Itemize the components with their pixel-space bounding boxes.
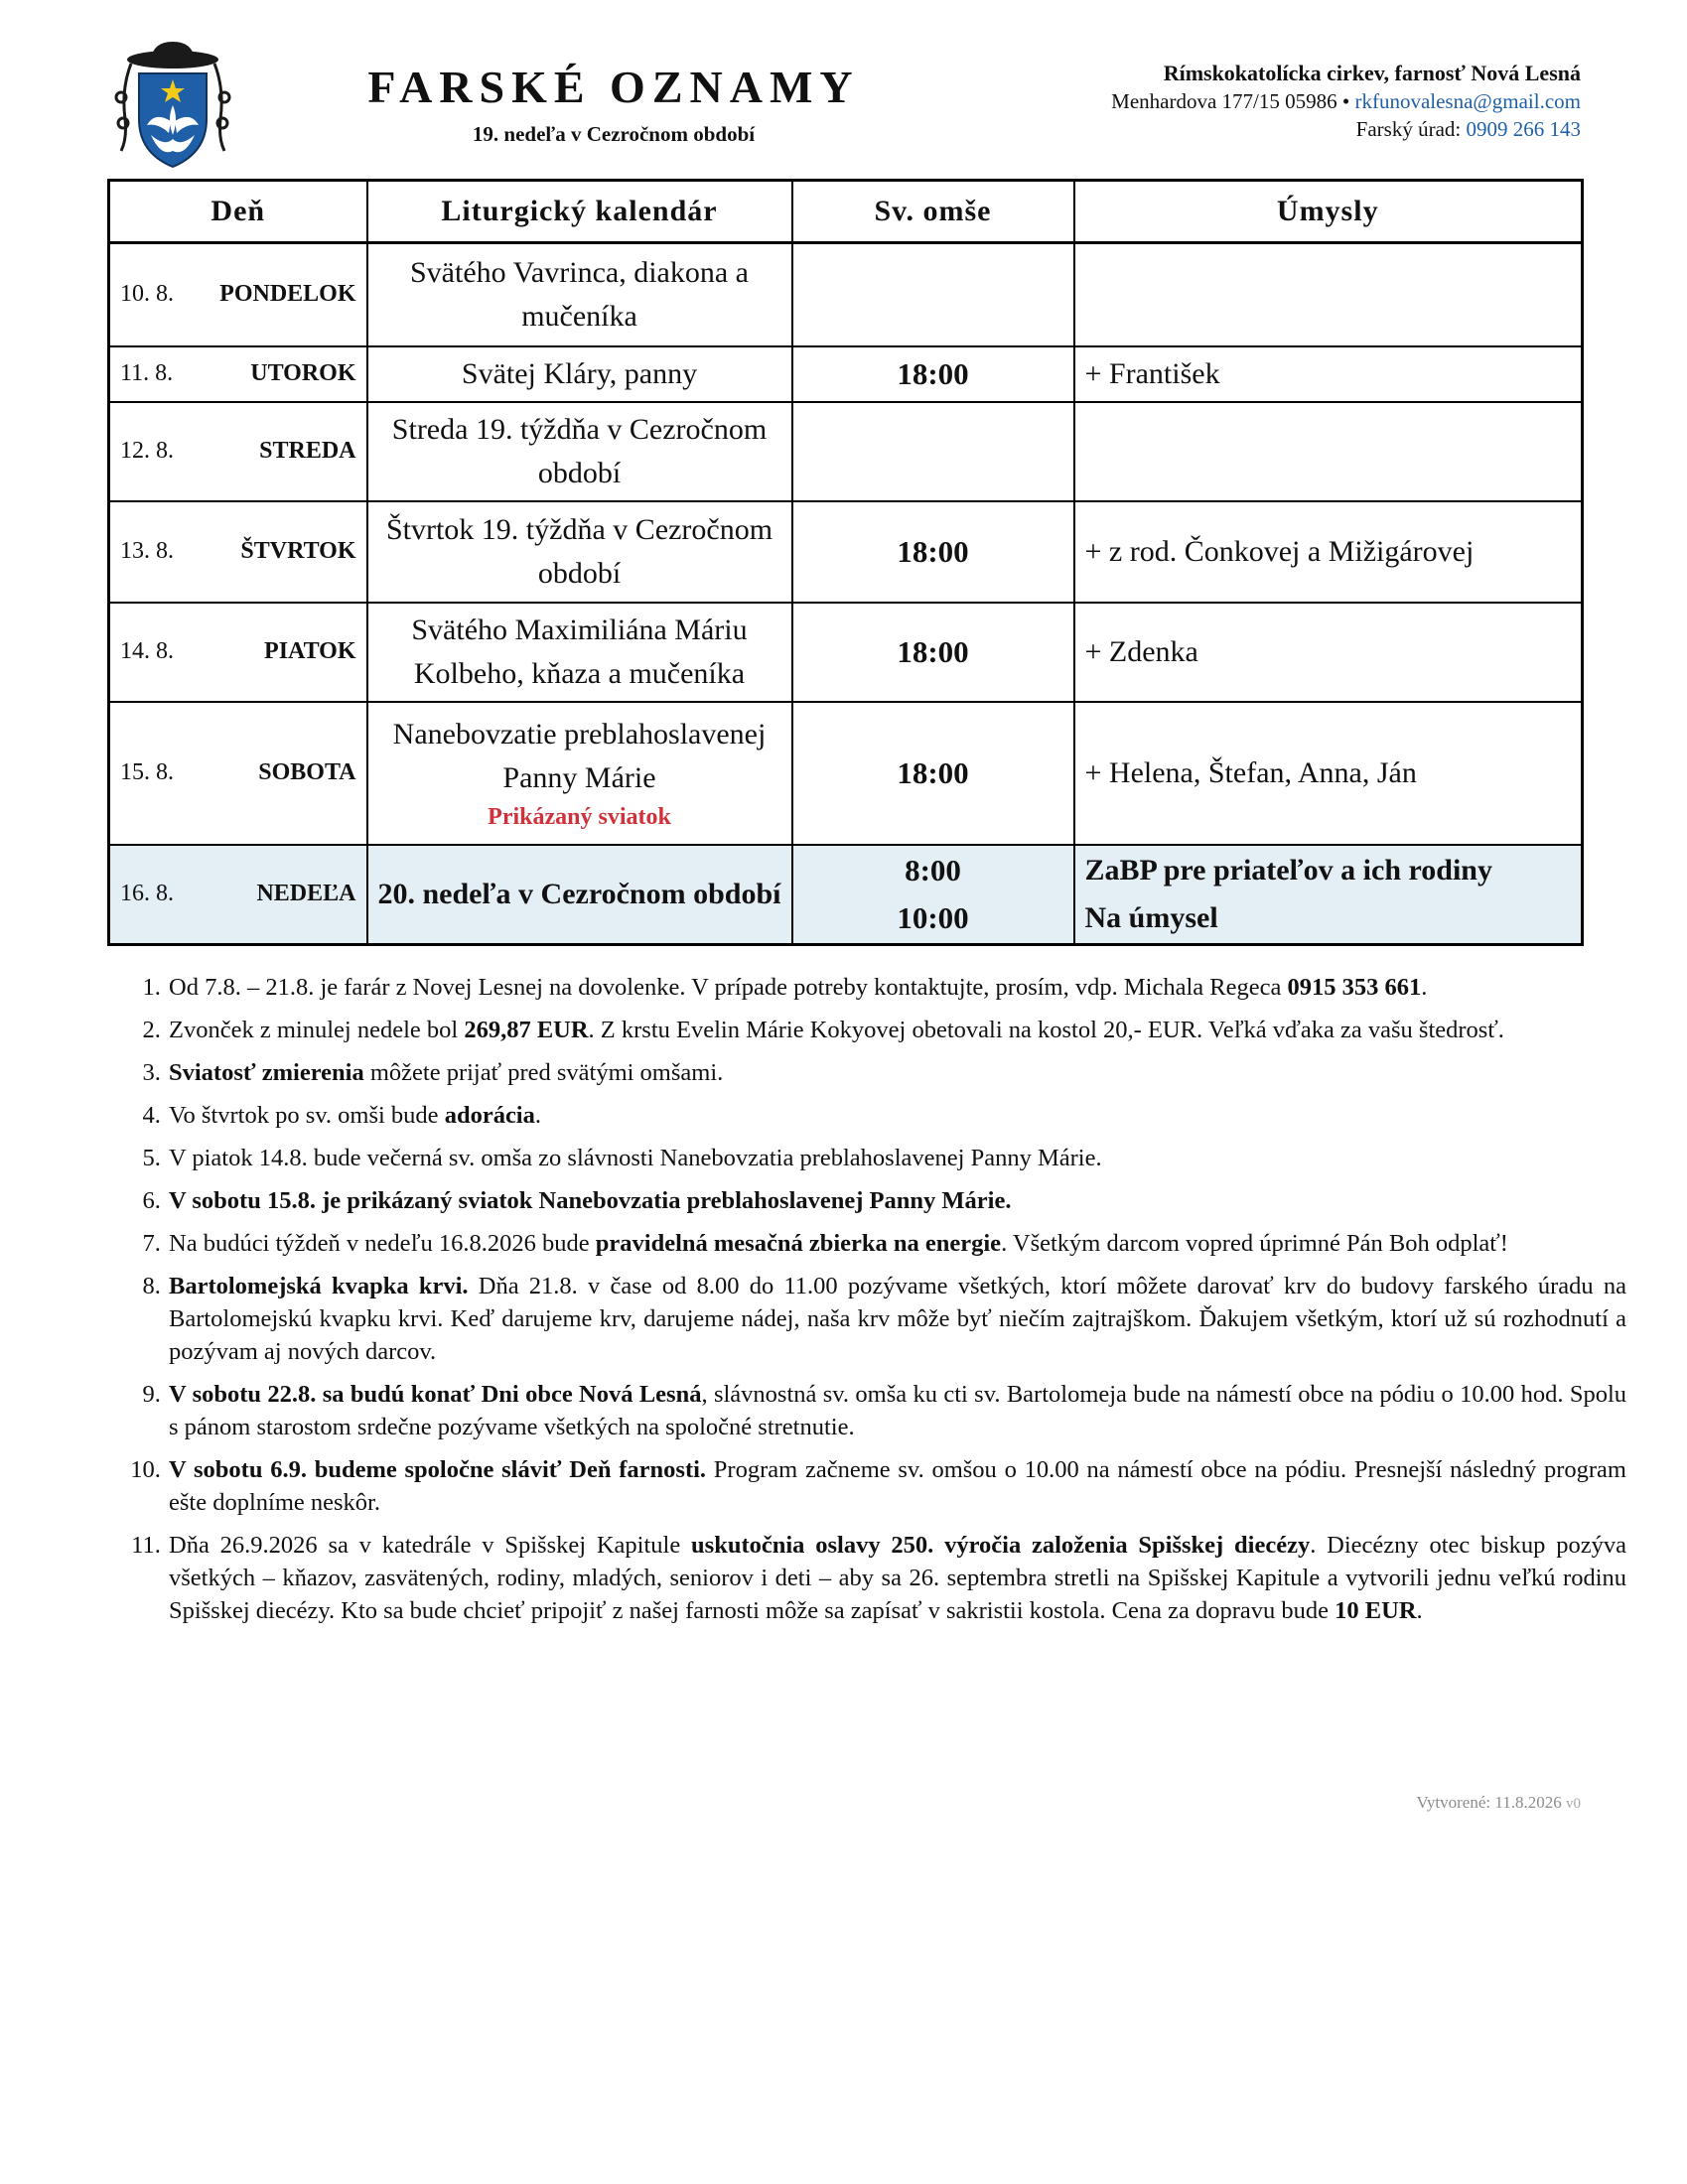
announcement-item xyxy=(167,1378,1626,1443)
announcement-text: Na budúci týždeň v nedeľu 16.8.2026 bude xyxy=(169,1230,596,1257)
header xyxy=(107,40,1581,179)
mass-cell xyxy=(792,243,1074,346)
mass-cell: 18:00 xyxy=(792,501,1074,603)
announcement-text: . Z krstu Evelin Márie Kokyovej obetovali na kostol 20,- EUR. Veľká vďaka za vašu štedrosť. xyxy=(588,1017,1504,1043)
liturgy-cell: Štvrtok 19. týždňa v Cezročnom období xyxy=(367,501,792,603)
mass-cell xyxy=(792,402,1074,501)
announcement-text: Vo štvrtok po sv. omši bude xyxy=(169,1102,445,1129)
announcement-bold-text: V sobotu 6.9. budeme spoločne sláviť Deň farnosti. xyxy=(169,1456,707,1483)
contact-block xyxy=(1111,60,1581,143)
announcement-item xyxy=(167,1453,1626,1519)
date: 14. 8. xyxy=(120,638,174,664)
bulletin-page xyxy=(107,40,1627,1812)
address: Menhardova 177/15 05986 • xyxy=(1111,89,1350,113)
table-row xyxy=(109,402,1583,501)
office-phone-link[interactable]: 0909 266 143 xyxy=(1466,117,1581,141)
announcement-text: Od 7.8. – 21.8. je farár z Novej Lesnej na dovolenke. V prípade potreby kontaktujte, prosím, vdp. Michala Regeca xyxy=(169,974,1288,1001)
announcement-text: . xyxy=(1416,1597,1423,1624)
footer xyxy=(1417,1793,1581,1813)
liturgy-cell: 20. nedeľa v Cezročnom období xyxy=(367,845,792,945)
office-label: Farský úrad: xyxy=(1355,117,1462,141)
organization-name: Rímskokatolícka cirkev, farnosť Nová Lesná xyxy=(1163,61,1581,85)
liturgy-cell xyxy=(367,702,792,845)
intent-cell: + z rod. Čonkovej a Mižigárovej xyxy=(1074,501,1583,603)
address-line xyxy=(1111,87,1581,115)
announcement-item xyxy=(167,1056,1626,1089)
version-label: v0 xyxy=(1566,1796,1581,1812)
announcement-bold-text: V sobotu 22.8. sa budú konať Dni obce Nová Lesná xyxy=(169,1381,702,1408)
intent-cell: + Helena, Štefan, Anna, Ján xyxy=(1074,702,1583,845)
email-link[interactable]: rkfunovalesna@gmail.com xyxy=(1354,89,1581,113)
table-row-sunday xyxy=(109,845,1583,945)
title-block xyxy=(346,62,882,147)
date: 11. 8. xyxy=(120,360,174,386)
day-cell xyxy=(109,702,367,845)
announcement-text: Dňa 21.8. v čase od 8.00 do 11.00 pozývame všetkých, ktorí môžete darovať krv do budovy farského úradu na Bartolomejskú kvapku krvi. Keď darujeme krv, darujeme nádej, naša krv môže byť niečím zajtrajškom. Ďakujem všetkým, ktorí už sú rozhodnutí a pozývam aj nových darcov. xyxy=(169,1273,1627,1365)
intent-text: Na úmysel xyxy=(1084,900,1218,934)
date: 13. 8. xyxy=(120,538,174,564)
liturgy-text: Nanebovzatie preblahoslavenej Panny Márie xyxy=(392,717,767,794)
announcement-text: . Všetkým darcom vopred úprimné Pán Boh odplať! xyxy=(1001,1230,1508,1257)
announcement-text: . xyxy=(534,1102,541,1129)
mass-time: 10:00 xyxy=(897,899,969,935)
announcement-bold-text: adorácia xyxy=(444,1102,535,1129)
holy-day-badge: Prikázaný sviatok xyxy=(488,803,671,830)
announcement-text: V piatok 14.8. bude večerná sv. omša zo slávnosti Nanebovzatia preblahoslavenej Panny Márie. xyxy=(169,1145,1102,1171)
liturgy-cell: Svätého Vavrinca, diakona a mučeníka xyxy=(367,243,792,346)
announcement-item xyxy=(167,971,1626,1004)
day-cell xyxy=(109,402,367,501)
announcement-bold-text: pravidelná mesačná zbierka na energie xyxy=(595,1230,1002,1257)
mass-cell: 18:00 xyxy=(792,702,1074,845)
announcement-item xyxy=(167,1142,1626,1174)
page-subtitle: 19. nedeľa v Cezročnom období xyxy=(472,121,756,146)
table-header-row xyxy=(109,181,1583,243)
day-cell xyxy=(109,346,367,402)
header-mass: Sv. omše xyxy=(792,181,1074,243)
page-title: FARSKÉ OZNAMY xyxy=(367,62,860,112)
announcement-text: môžete prijať pred svätými omšami. xyxy=(363,1059,724,1086)
announcement-item xyxy=(167,1227,1626,1260)
header-liturgy: Liturgický kalendár xyxy=(367,181,792,243)
intent-cell: + Zdenka xyxy=(1074,603,1583,702)
day-cell xyxy=(109,243,367,346)
liturgy-cell: Svätého Maximiliána Máriu Kolbeho, kňaza a mučeníka xyxy=(367,603,792,702)
created-date: Vytvorené: 11.8.2026 xyxy=(1416,1793,1562,1812)
announcement-item xyxy=(167,1529,1626,1627)
table-row xyxy=(109,243,1583,346)
mass-cell: 18:00 xyxy=(792,603,1074,702)
announcement-bold-text: 0915 353 661 xyxy=(1287,974,1422,1001)
weekday: UTOROK xyxy=(250,360,356,386)
announcements-list xyxy=(107,971,1626,1637)
intent-text: ZaBP pre priateľov a ich rodiny xyxy=(1084,853,1492,887)
intent-cell: + František xyxy=(1074,346,1583,402)
weekday: ŠTVRTOK xyxy=(240,538,356,564)
table-row xyxy=(109,501,1583,603)
table-row xyxy=(109,603,1583,702)
day-cell xyxy=(109,501,367,603)
announcement-text: , slávnostná sv. omša ku cti sv. Bartolomeja bude na námestí obce na pódiu o 10.00 hod. Spolu s pánom starostom srdečne pozývame všetkých na spoločné stretnutie. xyxy=(169,1381,1627,1440)
liturgy-cell: Svätej Kláry, panny xyxy=(367,346,792,402)
date: 12. 8. xyxy=(120,438,174,464)
announcement-text: . xyxy=(1421,974,1428,1001)
header-intent: Úmysly xyxy=(1074,181,1583,243)
announcement-bold-text: Bartolomejská kvapka krvi. xyxy=(169,1273,469,1299)
announcement-item xyxy=(167,1184,1626,1217)
announcement-text: Zvonček z minulej nedele bol xyxy=(169,1017,465,1043)
intent-cell xyxy=(1074,243,1583,346)
header-day: Deň xyxy=(109,181,367,243)
announcement-bold-text: uskutočnia oslavy 250. výročia založenia Spišskej diecézy xyxy=(691,1532,1311,1559)
announcement-item xyxy=(167,1099,1626,1132)
day-cell xyxy=(109,603,367,702)
office-line xyxy=(1111,115,1581,143)
schedule-table xyxy=(107,179,1584,946)
announcement-text: Program začneme sv. omšou o 10.00 na námestí obce na pódiu. Presnejší následný program ešte doplníme neskôr. xyxy=(169,1456,1626,1516)
intent-cell xyxy=(1074,845,1583,945)
parish-crest-icon xyxy=(107,40,238,171)
announcement-item xyxy=(167,1270,1626,1368)
announcement-bold-text: 269,87 EUR xyxy=(464,1017,589,1043)
date: 16. 8. xyxy=(120,881,174,906)
date: 15. 8. xyxy=(120,759,174,785)
intent-cell xyxy=(1074,402,1583,501)
weekday: STREDA xyxy=(259,438,356,464)
mass-time: 8:00 xyxy=(905,852,961,887)
table-row xyxy=(109,346,1583,402)
date: 10. 8. xyxy=(120,281,174,308)
mass-cell xyxy=(792,845,1074,945)
weekday: SOBOTA xyxy=(258,759,356,785)
day-cell xyxy=(109,845,367,945)
table-row xyxy=(109,702,1583,845)
announcement-bold-text: 10 EUR xyxy=(1335,1597,1417,1624)
mass-cell: 18:00 xyxy=(792,346,1074,402)
announcement-bold-text: Sviatosť zmierenia xyxy=(169,1059,364,1086)
weekday: PONDELOK xyxy=(219,281,356,308)
weekday: NEDEĽA xyxy=(256,881,356,906)
weekday: PIATOK xyxy=(264,638,356,664)
announcement-text: Dňa 26.9.2026 sa v katedrále v Spišskej Kapitule xyxy=(169,1532,692,1559)
announcement-text: . Diecézny otec biskup pozýva všetkých – kňazov, zasvätených, rodiny, mladých, seniorov i deti – aby sa 26. septembra stretli na Spišskej Kapitule a vytvorili jednu veľkú rodinu Spišskej diecézy. Kto sa bude chcieť pripojiť z našej farnosti môže sa zapísať v sakristii kostola. Cena za dopravu bude xyxy=(169,1532,1626,1624)
liturgy-cell: Streda 19. týždňa v Cezročnom období xyxy=(367,402,792,501)
announcement-bold-text: V sobotu 15.8. je prikázaný sviatok Nanebovzatia preblahoslavenej Panny Márie. xyxy=(169,1187,1012,1214)
announcement-item xyxy=(167,1014,1626,1046)
